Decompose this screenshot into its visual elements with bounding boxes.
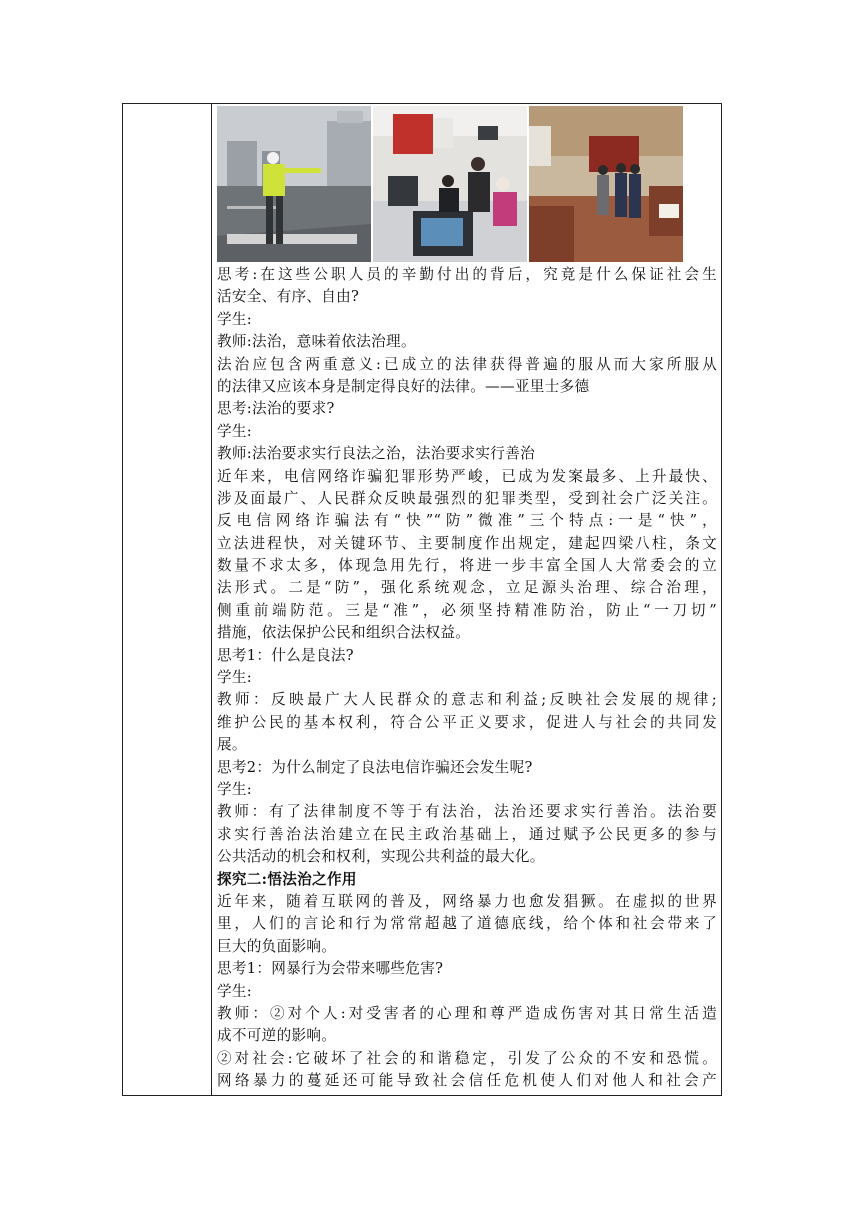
service-hall-photo: [373, 106, 527, 262]
text-line: 法形式。二是“防”，强化系统观念，立足源头治理、综合治理，: [217, 579, 717, 597]
courtroom-photo: [529, 106, 683, 262]
text-line: 教师：反映最广大人民群众的意志和利益;反映社会发展的规律;: [217, 691, 717, 709]
text-line: ②对社会:它破坏了社会的和谐稳定，引发了公众的不安和恐慌。: [217, 1049, 717, 1067]
text-line: 近年来，电信网络诈骗犯罪形势严峻，已成为发案最多、上升最快、: [217, 467, 717, 485]
photo-strip: [217, 106, 717, 262]
lesson-table: [122, 103, 722, 1096]
text-line: 网络暴力的蔓延还可能导致社会信任危机使人们对他人和社会产: [217, 1072, 717, 1090]
text-line: 展。: [217, 736, 247, 754]
lesson-text: [217, 264, 717, 1092]
text-line: 教师：②对个人:对受害者的心理和尊严造成伤害对其日常生活造: [217, 1004, 717, 1022]
text-line: 思考:法治的要求?: [217, 400, 335, 418]
text-line: 思考:在这些公职人员的辛勤付出的背后，究竟是什么保证社会生: [217, 266, 717, 283]
content-cell: [217, 106, 717, 1092]
text-line: 的法律又应该本身是制定得良好的法律。——亚里士多德: [217, 377, 590, 395]
text-line: 公共活动的机会和权利，实现公共利益的最大化。: [217, 848, 545, 866]
text-line: 巨大的负面影响。: [217, 937, 337, 955]
text-line: 思考1：网暴行为会带来哪些危害?: [217, 960, 444, 978]
text-line: 法治应包含两重意义:已成立的法律获得普遍的服从而大家所服从: [217, 355, 717, 373]
text-line: 思考1：什么是良法?: [217, 646, 354, 664]
column-divider: [211, 104, 212, 1095]
text-line: 学生:: [217, 982, 253, 1000]
text-line: 措施，依法保护公民和组织合法权益。: [217, 624, 471, 642]
text-line: 学生:: [217, 310, 253, 328]
text-line: 近年来，随着互联网的普及，网络暴力也愈发猖獗。在虚拟的世界: [217, 892, 717, 910]
text-line: 学生:: [217, 422, 253, 440]
text-line: 涉及面最广、人民群众反映最强烈的犯罪类型，受到社会广泛关注。: [217, 489, 717, 507]
text-line: 成不可逆的影响。: [217, 1027, 337, 1045]
text-line: 学生:: [217, 669, 253, 687]
text-line: 教师：有了法律制度不等于有法治，法治还要求实行善治。法治要: [217, 803, 717, 821]
text-line: 数量不求太多，体现急用先行，将进一步丰富全国人大常委会的立: [217, 557, 717, 575]
section-heading: 探究二:悟法治之作用: [217, 870, 357, 888]
traffic-police-photo: [217, 106, 371, 262]
text-line: 维护公民的基本权利，符合公平正义要求，促进人与社会的共同发: [217, 713, 717, 731]
text-line: 教师:法治，意味着依法治理。: [217, 333, 416, 351]
text-line: 思考2：为什么制定了良法电信诈骗还会发生呢?: [217, 758, 533, 776]
text-line: 侧重前端防范。三是“准”，必须坚持精准防治，防止“一刀切”: [217, 601, 717, 619]
text-line: 学生:: [217, 780, 253, 798]
text-line: 活安全、有序、自由?: [217, 288, 360, 306]
text-line: 里，人们的言论和行为常常超越了道德底线，给个体和社会带来了: [217, 915, 717, 933]
text-line: 教师:法治要求实行良法之治，法治要求实行善治: [217, 445, 535, 463]
text-line: 求实行善治法治建立在民主政治基础上，通过赋予公民更多的参与: [217, 825, 717, 843]
text-line: 立法进程快，对关键环节、主要制度作出规定，建起四梁八柱，条文: [217, 534, 717, 552]
text-line: 反电信网络诈骗法有“快”“防”微准”三个特点:一是“快”，: [217, 512, 717, 530]
